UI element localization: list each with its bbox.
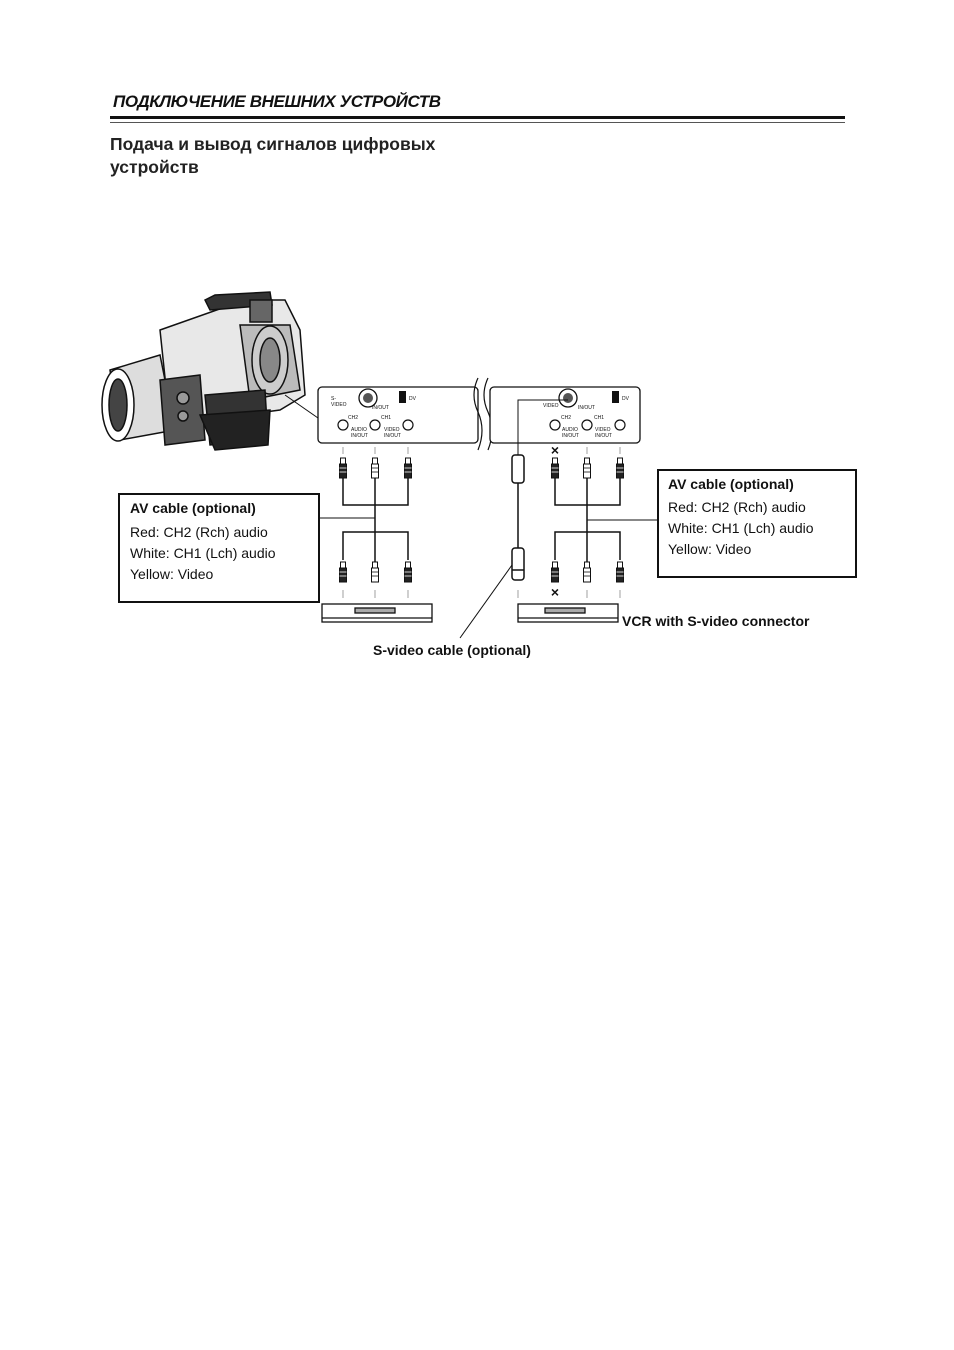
- svideo-cable-label: S-video cable (optional): [373, 642, 531, 658]
- right-jack-panel: [490, 387, 640, 443]
- left-callout-title: AV cable (optional): [130, 500, 256, 516]
- right-video-label: VIDEO: [595, 427, 611, 433]
- right-ch1-label: CH1: [594, 415, 605, 421]
- right-audio-label: AUDIO: [562, 427, 578, 433]
- right-ch2-label: CH2: [561, 415, 572, 421]
- left-jack-panel: [318, 387, 478, 443]
- left-callout-line1: Red: CH2 (Rch) audio: [130, 524, 268, 540]
- vcr-label: VCR with S-video connector: [622, 613, 810, 629]
- vcr-right: [518, 604, 618, 622]
- svideo-cable: [512, 455, 524, 580]
- vcr-left: [322, 604, 432, 622]
- subtitle-line-2: устройств: [110, 157, 199, 177]
- left-audio-inout: IN/OUT: [351, 433, 368, 439]
- right-svideo-inout: IN/OUT: [578, 405, 595, 411]
- section-title: ПОДКЛЮЧЕНИЕ ВНЕШНИХ УСТРОЙСТВ: [113, 92, 441, 111]
- right-av-callout: [587, 470, 856, 577]
- left-av-cable: [340, 458, 412, 582]
- not-connected-mark-top: ×: [550, 442, 560, 458]
- camcorder-illustration: [102, 292, 318, 450]
- not-connected-mark-bottom: ×: [550, 584, 560, 600]
- right-callout-line1: Red: CH2 (Rch) audio: [668, 499, 806, 515]
- svideo-cable-leader: [460, 565, 512, 638]
- subtitle-line-1: Подача и вывод сигналов цифровых: [110, 134, 436, 154]
- left-callout-line3: Yellow: Video: [130, 566, 214, 582]
- left-video-inout: IN/OUT: [384, 433, 401, 439]
- left-audio-label: AUDIO: [351, 427, 367, 433]
- left-ch1-label: CH1: [381, 415, 392, 421]
- left-dv-label: DV: [409, 396, 416, 402]
- right-callout-line3: Yellow: Video: [668, 541, 752, 557]
- direction-arrows: [343, 447, 620, 598]
- right-video-inout: IN/OUT: [595, 433, 612, 439]
- left-svideo-inout: IN/OUT: [372, 405, 389, 411]
- right-callout-line2: White: CH1 (Lch) audio: [668, 520, 814, 536]
- right-audio-inout: IN/OUT: [562, 433, 579, 439]
- left-svideo-label-2: VIDEO: [331, 402, 347, 408]
- left-av-callout: [119, 494, 375, 602]
- right-svideo-label: VIDEO: [543, 403, 559, 409]
- left-ch2-label: CH2: [348, 415, 359, 421]
- right-dv-label: DV: [622, 396, 629, 402]
- left-svideo-label-1: S-: [331, 396, 336, 402]
- right-callout-title: AV cable (optional): [668, 476, 794, 492]
- left-video-label: VIDEO: [384, 427, 400, 433]
- left-callout-line2: White: CH1 (Lch) audio: [130, 545, 276, 561]
